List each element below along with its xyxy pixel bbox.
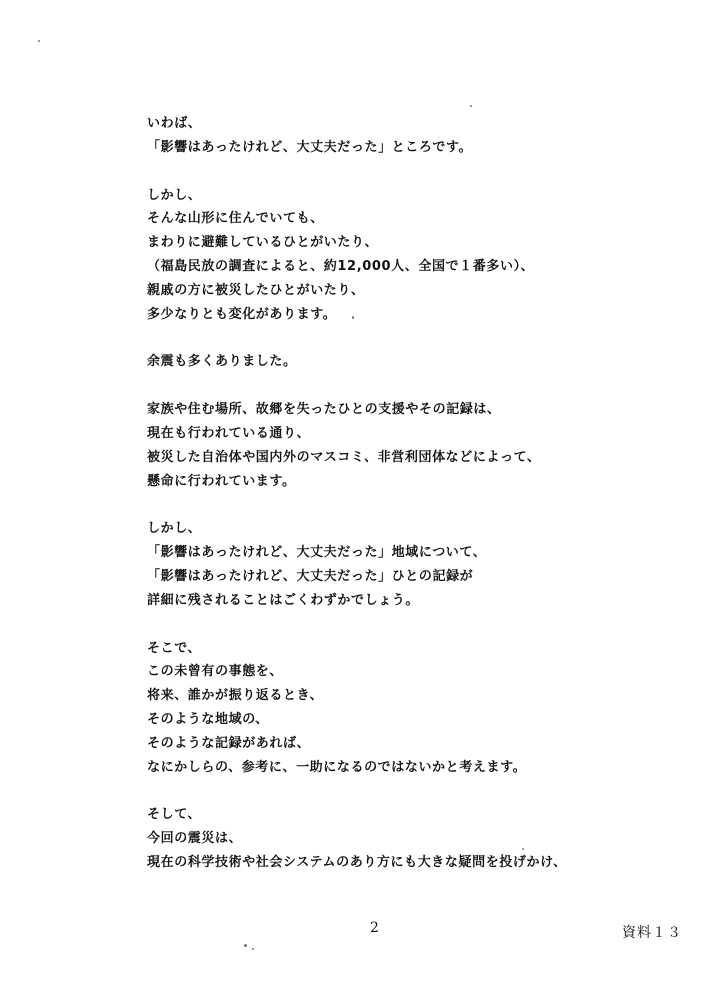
text-line: 「影響はあったけれど、大丈夫だった」地域について、 [147, 545, 487, 561]
text-line: しかし、 [147, 521, 202, 537]
text-line: なにかしらの、参考に、一助になるのではないかと考えます。 [147, 759, 527, 775]
paragraph [147, 803, 687, 874]
text-line: 現在も行われている通り、 [147, 425, 311, 441]
text-line: （福島民放の調査によると、約12,000人、全国で１番多い）、 [147, 258, 535, 274]
text-line: 「影響はあったけれど、大丈夫だった」ひとの記録が [147, 568, 474, 584]
scan-speck [352, 316, 354, 319]
text-line: この未曾有の事態を、 [147, 664, 284, 680]
text-line: 現在の科学技術や社会システムのあり方にも大きな疑問を投げかけ、 [147, 854, 567, 870]
paragraph [147, 637, 687, 780]
text-line: 被災した自治体や国内外のマスコミ、非営利団体などによって、 [147, 449, 541, 465]
paragraph [147, 184, 687, 327]
scan-speck [522, 848, 524, 850]
text-line: そこで、 [147, 640, 202, 656]
scan-speck [252, 948, 254, 950]
scan-speck [244, 944, 247, 947]
text-line: 余震も多くありました。 [147, 354, 297, 370]
text-line: そして、 [147, 807, 202, 823]
text-line: 懸命に行われています。 [147, 473, 296, 489]
document-label: 資料１３ [622, 925, 682, 941]
text-line: 今回の震災は、 [147, 831, 243, 847]
page-number: 2 [370, 920, 379, 936]
paragraph [147, 517, 687, 612]
text-line: 多少なりとも変化があります。 [147, 306, 337, 322]
paragraph [147, 112, 687, 160]
scan-speck [470, 105, 472, 107]
body-text [147, 112, 687, 899]
text-line: そんな山形に住んでいても、 [147, 211, 324, 227]
text-line: 親戚の方に被災したひとがいたり、 [147, 282, 365, 298]
scan-speck [38, 40, 40, 42]
text-line: そのような地域の、 [147, 711, 269, 727]
text-line: 詳細に残されることはごくわずかでしょう。 [147, 592, 420, 608]
paragraph [147, 398, 687, 493]
text-line: 将来、誰かが振り返るとき、 [147, 688, 324, 704]
text-line: まわりに避難しているひとがいたり、 [147, 235, 379, 251]
paragraph [147, 350, 687, 374]
text-line: そのような記録があれば、 [147, 735, 311, 751]
text-line: いわば、 [147, 116, 202, 131]
text-line: しかし、 [147, 187, 202, 203]
text-line: 「影響はあったけれど、大丈夫だった」ところです。 [147, 139, 473, 155]
text-line: 家族や住む場所、故郷を失ったひとの支援やその記録は、 [147, 402, 501, 418]
